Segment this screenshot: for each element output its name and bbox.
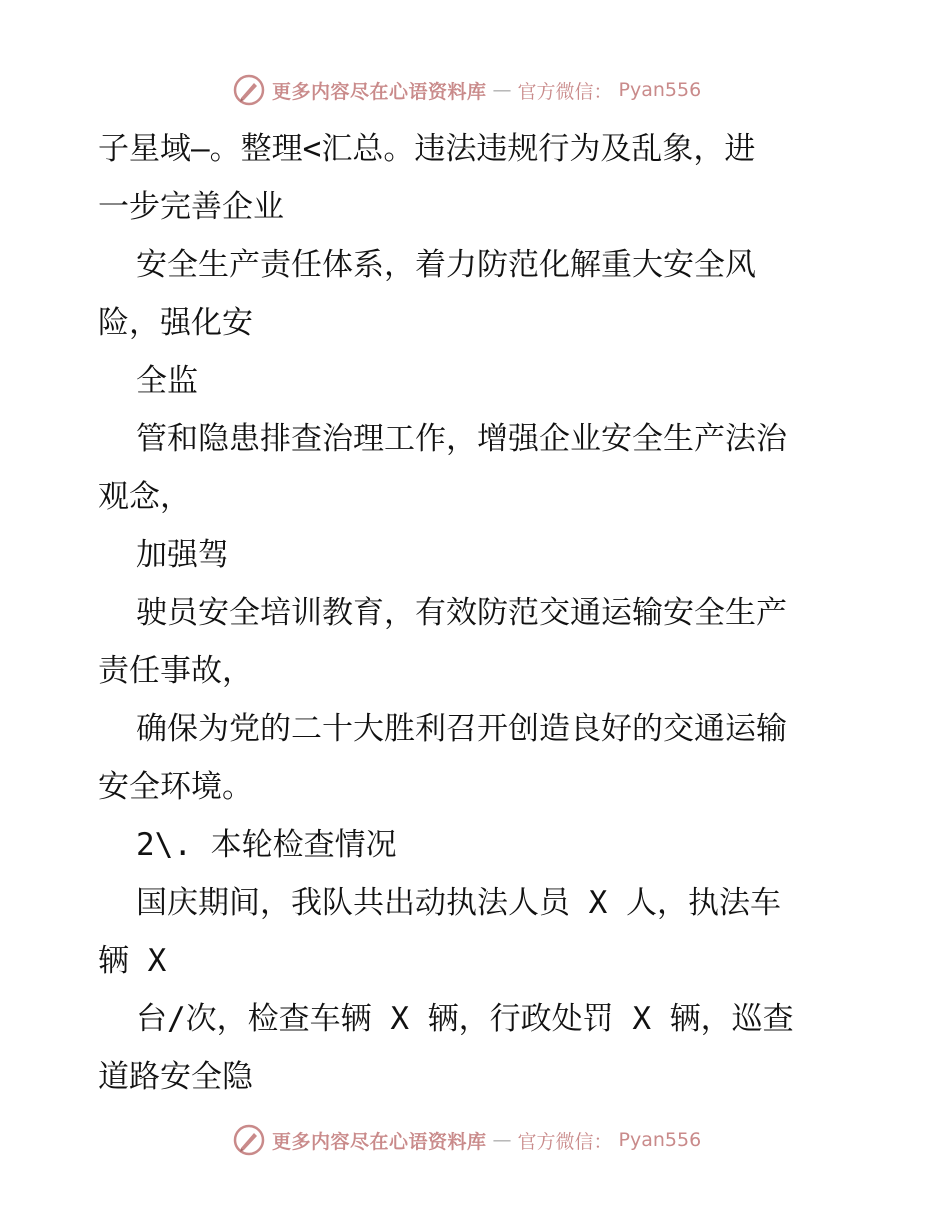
text-line: 一步完善企业 — [98, 189, 284, 225]
text-line: 道路安全隐 — [98, 1059, 253, 1095]
brand-text: 更多内容尽在心语资料库 — [272, 80, 487, 103]
brand-separator: — — [492, 1129, 512, 1151]
text-line: 责任事故， — [98, 653, 253, 689]
brand-separator: — — [492, 79, 512, 101]
text-line: 国庆期间，我队共出动执法人员 X 人，执法车 — [136, 885, 781, 921]
text-line: 观念， — [98, 479, 191, 515]
footer-watermark — [232, 1120, 701, 1160]
brand-text: 更多内容尽在心语资料库 — [272, 1130, 487, 1153]
text-line: 安全环境。 — [98, 769, 253, 805]
text-line: 加强驾 — [136, 537, 229, 573]
pen-logo-icon — [232, 1123, 266, 1157]
wechat-label: 官方微信： — [517, 1130, 613, 1153]
header-watermark — [232, 70, 701, 110]
text-line: 确保为党的二十大胜利召开创造良好的交通运输 — [136, 711, 787, 747]
text-line: 台/次，检查车辆 X 辆，行政处罚 X 辆，巡查 — [136, 1001, 794, 1037]
text-line: 全监 — [136, 363, 198, 399]
text-line: 险，强化安 — [98, 305, 253, 341]
pen-logo-icon — [232, 73, 266, 107]
wechat-id: Pyan556 — [618, 79, 702, 101]
document-body — [98, 120, 858, 1106]
text-line: 2\. 本轮检查情况 — [136, 827, 397, 863]
text-line: 安全生产责任体系，着力防范化解重大安全风 — [136, 247, 756, 283]
text-line: 辆 X — [98, 943, 167, 979]
text-line: 子星域—。整理<汇总。违法违规行为及乱象，进 — [98, 131, 756, 167]
wechat-id: Pyan556 — [618, 1129, 702, 1151]
text-line: 驶员安全培训教育，有效防范交通运输安全生产 — [136, 595, 787, 631]
text-line: 管和隐患排查治理工作，增强企业安全生产法治 — [136, 421, 787, 457]
wechat-label: 官方微信： — [517, 80, 613, 103]
